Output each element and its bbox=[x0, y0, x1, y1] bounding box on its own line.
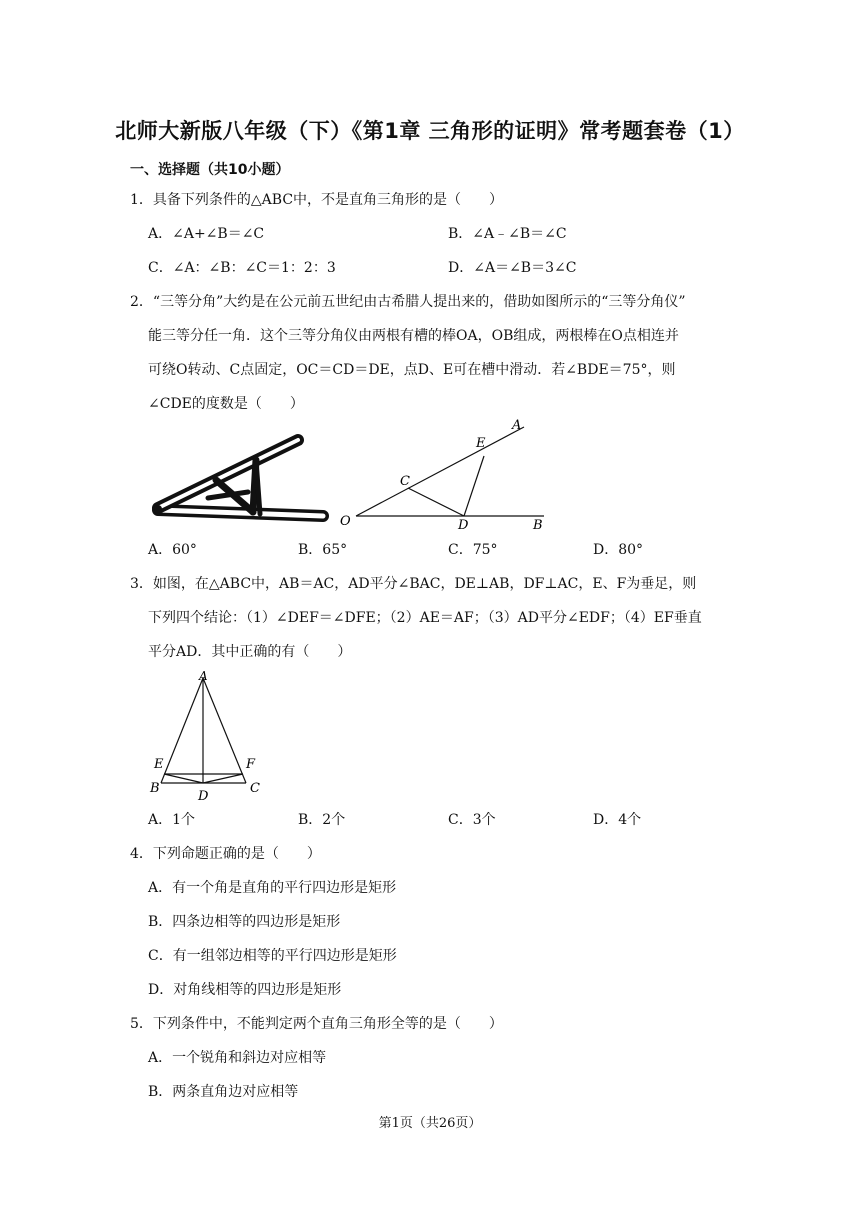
q3-option-b: B．2个 bbox=[298, 812, 346, 828]
label-a: A bbox=[199, 669, 208, 683]
q4-stem: 4．下列命题正确的是（ ） bbox=[130, 846, 321, 862]
label-a: A bbox=[512, 418, 522, 433]
label-c: C bbox=[400, 474, 410, 489]
q2-option-d: D．80° bbox=[593, 542, 644, 558]
q5-stem: 5．下列条件中，不能判定两个直角三角形全等的是（ ） bbox=[130, 1016, 503, 1032]
q2-line-4: ∠CDE的度数是（ ） bbox=[148, 396, 304, 412]
q3-line-2: 下列四个结论：（1）∠DEF＝∠DFE；（2）AE＝AF；（3）AD平分∠EDF；（4）EF垂直 bbox=[148, 610, 702, 626]
label-d: D bbox=[458, 518, 469, 533]
q5-option-a: A．一个锐角和斜边对应相等 bbox=[148, 1050, 327, 1066]
page-title: 北师大新版八年级（下）《第1章 三角形的证明》常考题套卷（1） bbox=[115, 119, 745, 143]
q2-option-a: A．60° bbox=[148, 542, 197, 558]
q4-option-c: C．有一组邻边相等的平行四边形是矩形 bbox=[148, 948, 397, 964]
q1-stem: 1．具备下列条件的△ABC中，不是直角三角形的是（ ） bbox=[130, 192, 504, 208]
trisector-photo bbox=[148, 428, 334, 528]
q1-option-d: D．∠A＝∠B＝3∠C bbox=[448, 260, 577, 276]
q5-option-b: B．两条直角边对应相等 bbox=[148, 1084, 299, 1100]
isosceles-triangle-diagram bbox=[142, 668, 266, 804]
angle-trisection-diagram bbox=[338, 415, 558, 533]
q4-option-b: B．四条边相等的四边形是矩形 bbox=[148, 914, 341, 930]
q2-line-1: 2．“三等分角”大约是在公元前五世纪由古希腊人提出来的，借助如图所示的“三等分角仪” bbox=[130, 294, 686, 310]
q4-option-a: A．有一个角是直角的平行四边形是矩形 bbox=[148, 880, 397, 896]
q3-option-a: A．1个 bbox=[148, 812, 196, 828]
label-f: F bbox=[246, 757, 256, 772]
q2-option-c: C．75° bbox=[448, 542, 498, 558]
label-b: B bbox=[150, 781, 160, 796]
q2-line-3: 可绕O转动、C点固定，OC＝CD＝DE，点D、E可在槽中滑动．若∠BDE＝75°，则 bbox=[148, 362, 676, 378]
q3-line-1: 3．如图，在△ABC中，AB＝AC，AD平分∠BAC，DE⊥AB，DF⊥AC，E、F为垂足，则 bbox=[130, 576, 697, 592]
label-c: C bbox=[250, 781, 260, 796]
q3-line-3: 平分AD．其中正确的有（ ） bbox=[148, 644, 352, 660]
label-e: E bbox=[476, 436, 486, 451]
label-d: D bbox=[198, 789, 209, 804]
q2-option-b: B．65° bbox=[298, 542, 348, 558]
q1-option-a: A．∠A+∠B＝∠C bbox=[148, 226, 265, 242]
q1-option-c: C．∠A：∠B：∠C＝1：2：3 bbox=[148, 260, 336, 276]
label-b: B bbox=[533, 518, 543, 533]
section-heading: 一、选择题（共10小题） bbox=[130, 162, 290, 178]
label-e: E bbox=[154, 757, 164, 772]
q4-option-d: D．对角线相等的四边形是矩形 bbox=[148, 982, 342, 998]
q1-option-b: B．∠A﹣∠B＝∠C bbox=[448, 226, 567, 242]
q3-option-c: C．3个 bbox=[448, 812, 496, 828]
label-o: O bbox=[340, 514, 351, 529]
page-footer: 第1页（共26页） bbox=[378, 1116, 482, 1131]
q3-option-d: D．4个 bbox=[593, 812, 642, 828]
q2-line-2: 能三等分任一角．这个三等分角仪由两根有槽的棒OA，OB组成，两根棒在O点相连并 bbox=[148, 328, 679, 344]
